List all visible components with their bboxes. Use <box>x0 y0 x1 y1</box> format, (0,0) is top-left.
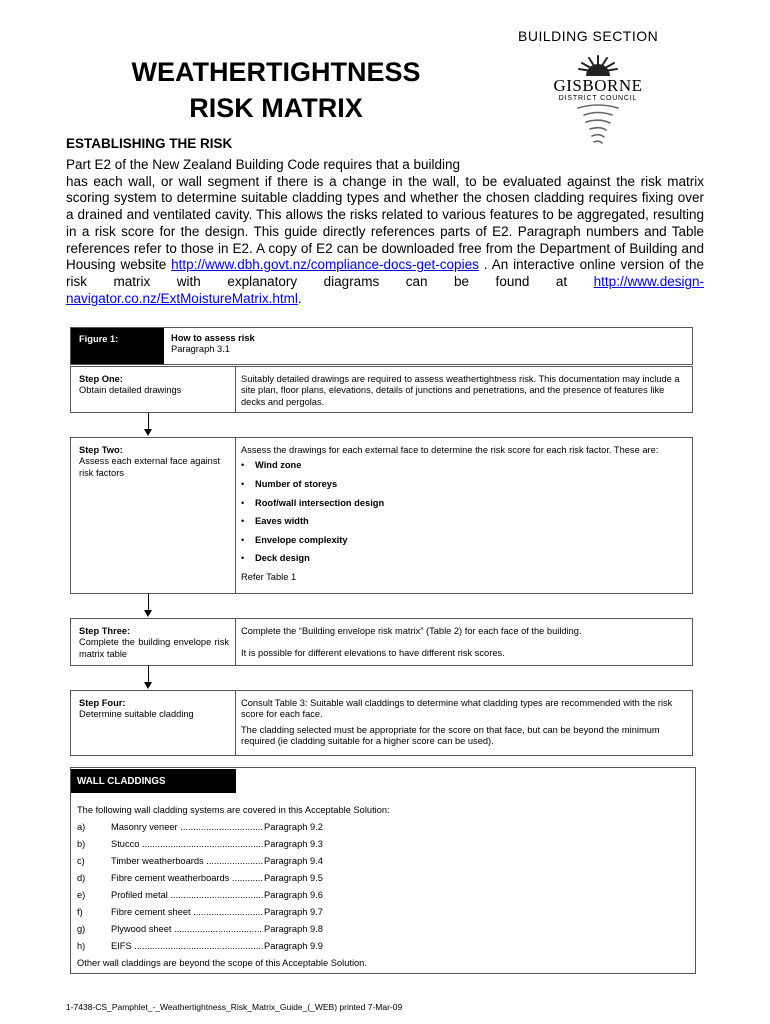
risk-factor-list <box>241 460 686 564</box>
figure-title: How to assess risk <box>171 333 255 343</box>
item-paragraph: Paragraph 9.3 <box>264 839 323 849</box>
intro-end: . <box>297 290 302 306</box>
intro-first-line: Part E2 of the New Zealand Building Code requires that a building <box>66 157 460 172</box>
item-letter: d) <box>77 873 86 883</box>
sun-icon <box>548 54 648 78</box>
wall-claddings-header: WALL CLADDINGS <box>71 769 236 793</box>
step-three-label <box>79 626 229 660</box>
list-item: • Number of storeys <box>241 479 686 490</box>
list-item: • Eaves width <box>241 516 686 527</box>
item-letter: e) <box>77 890 86 900</box>
step-title: Step One: <box>79 374 123 384</box>
step-body-2: The cladding selected must be appropriate for the score on that face, but can be beyond the minimum required (ie cladding suitable for a higher score can be used). <box>241 724 660 747</box>
list-item: • Deck design <box>241 553 686 564</box>
wall-claddings-intro: The following wall cladding systems are covered in this Acceptable Solution: <box>77 805 390 815</box>
down-arrow-icon <box>144 413 153 437</box>
item-name: Timber weatherboards ..... <box>111 856 263 866</box>
item-paragraph: Paragraph 9.5 <box>264 873 323 883</box>
wave-icon <box>548 104 648 148</box>
step-reference: Refer Table 1 <box>241 571 297 582</box>
step-title: Step Four: <box>79 698 126 708</box>
page-title <box>96 54 456 126</box>
item-paragraph: Paragraph 9.7 <box>264 907 323 917</box>
item-letter: b) <box>77 839 86 849</box>
step-two-box <box>70 437 693 594</box>
step-one-box <box>70 366 693 413</box>
page-footer: 1-7438-CS_Pamphlet_-_Weathertightness_Risk_Matrix_Guide_(_WEB) printed 7-Mar-09 <box>66 1002 403 1012</box>
item-letter: g) <box>77 924 86 934</box>
step-body: Assess the drawings for each external face to determine the risk score for each risk factor. These are: <box>241 445 659 455</box>
logo-subtitle: DISTRICT COUNCIL <box>558 95 638 102</box>
step-four-content <box>241 698 686 748</box>
step-four-box <box>70 690 693 756</box>
title-line-1: WEATHERTIGHTNESS <box>131 57 421 87</box>
intro-paragraph <box>66 157 704 307</box>
section-label: BUILDING SECTION <box>518 28 659 44</box>
item-name: Profiled metal ..... <box>111 890 263 900</box>
figure-label: Figure 1: <box>71 328 164 364</box>
wall-claddings-outro: Other wall claddings are beyond the scope of this Acceptable Solution. <box>77 958 367 968</box>
step-two-content <box>241 445 686 583</box>
item-paragraph: Paragraph 9.9 <box>264 941 323 951</box>
item-name: EIFS ..... <box>111 941 263 951</box>
item-paragraph: Paragraph 9.4 <box>264 856 323 866</box>
step-body-2: It is possible for different elevations to have different risk scores. <box>241 648 505 659</box>
step-body: Complete the “Building envelope risk matrix” (Table 2) for each face of the building. <box>241 626 582 636</box>
item-letter: h) <box>77 941 86 951</box>
figure-header <box>70 327 693 365</box>
list-item: • Envelope complexity <box>241 535 686 546</box>
step-desc: Assess each external face against risk factors <box>79 456 221 478</box>
list-item: • Roof/wall intersection design <box>241 498 686 509</box>
step-four-label <box>79 698 229 721</box>
step-body: Consult Table 3: Suitable wall claddings to determine what cladding types are recommended with the risk score for each face. <box>241 698 673 720</box>
down-arrow-icon <box>144 594 153 618</box>
section-heading: ESTABLISHING THE RISK <box>66 136 233 151</box>
design-navigator-link[interactable]: http://www.design-navigator.co.nz/ExtMoistureMatrix.html <box>66 273 704 306</box>
figure-subtitle: Paragraph 3.1 <box>171 344 230 355</box>
step-one-label <box>79 374 229 397</box>
step-desc: Complete the building envelope risk matrix table <box>79 637 229 659</box>
intro-body: has each wall, or wall segment if there is a change in the wall, to be evaluated against the risk matrix scoring system to determine suitable cladding types and whether the chosen cladding requires fixing over a drained and ventilated cavity. This allows the risks related to various features to be aggregated, resulting in a risk score for the design. This guide directly references parts of E2. Paragraph numbers and Table references refer to those in E2. A copy of E2 can be downloaded free from the Department of Building and Housing website <box>66 173 704 273</box>
figure-title-block <box>171 333 255 356</box>
step-body: Suitably detailed drawings are required to assess weathertightness risk. This documentation may include a site plan, floor plans, elevations, details of junctions and penetrations, and the presence of features like decks and pergolas. <box>241 374 680 407</box>
step-three-box <box>70 618 693 666</box>
item-letter: a) <box>77 822 86 832</box>
step-desc: Obtain detailed drawings <box>79 385 182 396</box>
step-two-label <box>79 445 229 479</box>
step-title: Step Three: <box>79 626 131 636</box>
step-three-content <box>241 626 686 660</box>
item-name: Plywood sheet ..... <box>111 924 263 934</box>
item-paragraph: Paragraph 9.8 <box>264 924 323 934</box>
item-letter: c) <box>77 856 85 866</box>
logo-name: GISBORNE <box>553 76 643 95</box>
list-item: • Wind zone <box>241 460 686 471</box>
item-name: Fibre cement weatherboards ..... <box>111 873 263 883</box>
item-letter: f) <box>77 907 83 917</box>
item-name: Masonry veneer ..... <box>111 822 263 832</box>
item-paragraph: Paragraph 9.2 <box>264 822 323 832</box>
dbh-link[interactable]: http://www.dbh.govt.nz/compliance-docs-get-copies <box>171 257 479 273</box>
item-name: Fibre cement sheet ..... <box>111 907 263 917</box>
intro-body-2: . An interactive online version of the risk matrix with explanatory diagrams can be found at <box>66 257 704 289</box>
council-logo <box>548 54 648 144</box>
item-paragraph: Paragraph 9.6 <box>264 890 323 900</box>
down-arrow-icon <box>144 666 153 690</box>
step-desc: Determine suitable cladding <box>79 709 194 720</box>
item-name: Stucco ..... <box>111 839 263 849</box>
title-line-2: RISK MATRIX <box>189 93 363 123</box>
step-title: Step Two: <box>79 445 123 455</box>
